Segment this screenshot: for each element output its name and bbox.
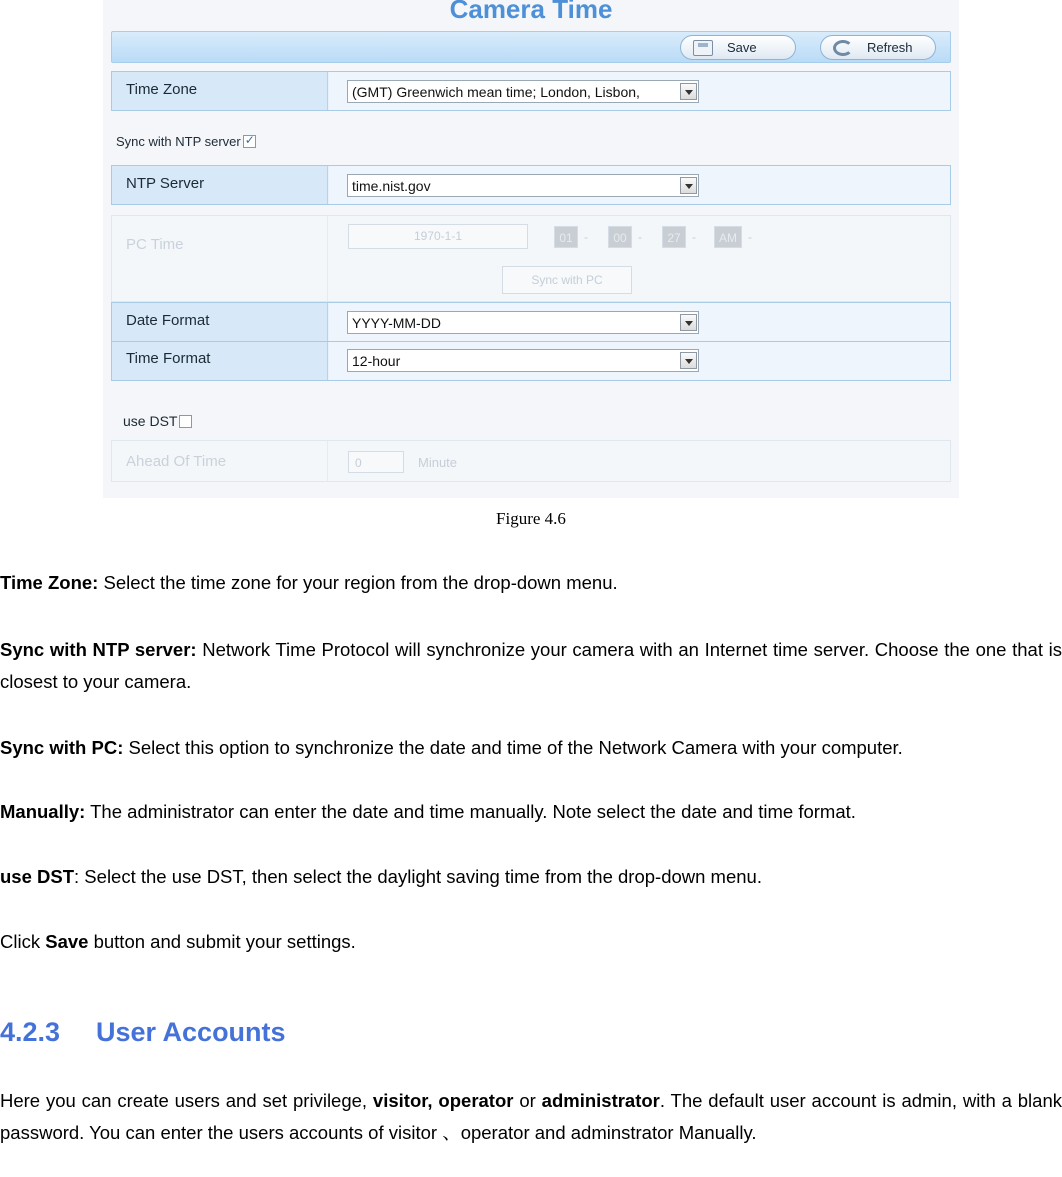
pc-minute-field[interactable]: 00 — [608, 226, 632, 248]
sync-ntp-label: Sync with NTP server — [116, 134, 241, 149]
paragraph-use-dst: use DST: Select the use DST, then select the daylight saving time from the drop-down menu. — [0, 866, 762, 887]
pc-second-field[interactable]: 27 — [662, 226, 686, 248]
ntp-server-select[interactable] — [347, 174, 699, 197]
paragraph-click-save: Click Save button and submit your settings. — [0, 931, 356, 952]
time-zone-select[interactable] — [347, 80, 699, 103]
pc-date-field[interactable]: 1970-1-1 — [348, 224, 528, 249]
pc-hour-field[interactable]: 01 — [554, 226, 578, 248]
section-heading — [0, 1017, 286, 1048]
time-format-row — [111, 342, 951, 381]
date-format-label: Date Format — [112, 303, 328, 341]
time-zone-value: (GMT) Greenwich mean time; London, Lisbon, — [352, 84, 640, 100]
sync-ntp-line — [116, 134, 256, 149]
chevron-down-icon[interactable] — [680, 177, 697, 194]
time-format-value: 12-hour — [352, 353, 401, 369]
camera-time-screenshot — [103, 0, 959, 498]
pc-time-row: PC Time 1970-1-1 01 - 00 - 27 - AM - Sync with PC — [111, 215, 951, 302]
refresh-label: Refresh — [867, 40, 913, 55]
pc-time-label: PC Time — [112, 216, 328, 301]
date-format-row — [111, 302, 951, 342]
use-dst-checkbox[interactable] — [179, 415, 192, 428]
use-dst-line — [123, 413, 192, 429]
pc-ampm-field[interactable]: AM — [714, 226, 742, 248]
date-format-value: YYYY-MM-DD — [352, 315, 441, 331]
ahead-of-time-select[interactable]: 0 — [348, 451, 404, 473]
ntp-server-label: NTP Server — [112, 166, 328, 204]
date-format-select[interactable] — [347, 311, 699, 334]
toolbar — [111, 31, 951, 63]
section-number: 4.2.3 — [0, 1017, 61, 1047]
ahead-of-time-unit: Minute — [418, 455, 458, 470]
ntp-server-row — [111, 165, 951, 205]
use-dst-label: use DST — [123, 413, 178, 429]
panel-title: Camera Time — [449, 0, 613, 24]
time-zone-row — [111, 71, 951, 111]
ntp-server-value: time.nist.gov — [352, 178, 431, 194]
sync-with-pc-button[interactable]: Sync with PC — [502, 266, 632, 294]
chevron-down-icon[interactable] — [680, 83, 697, 100]
section-title: User Accounts — [96, 1017, 286, 1047]
sync-ntp-checkbox[interactable] — [243, 135, 256, 148]
refresh-button[interactable] — [820, 35, 936, 60]
refresh-arrow-icon — [833, 40, 853, 56]
time-format-select[interactable] — [347, 349, 699, 372]
paragraph-sync-ntp: Sync with NTP server: Network Time Protocol will synchronize your camera with an Internet time server. Choose the one that is closest to your camera. — [0, 639, 1062, 692]
paragraph-sync-pc: Sync with PC: Select this option to synchronize the date and time of the Network Camera with your computer. — [0, 737, 903, 758]
ahead-of-time-row — [111, 440, 951, 482]
save-label: Save — [727, 40, 757, 55]
figure-caption: Figure 4.6 — [496, 509, 566, 528]
time-zone-label: Time Zone — [112, 72, 328, 110]
paragraph-user-accounts: Here you can create users and set privilege, visitor, operator or administrator. The default user account is admin, with a blank password. You can enter the users accounts of visitor 、operator and adminstrator Manually. — [0, 1090, 1062, 1143]
ahead-of-time-label: Ahead Of Time — [112, 441, 328, 481]
time-format-label: Time Format — [112, 342, 328, 380]
paragraph-time-zone: Time Zone: Select the time zone for your region from the drop-down menu. — [0, 572, 618, 593]
chevron-down-icon[interactable] — [680, 314, 697, 331]
floppy-disk-icon — [693, 40, 713, 56]
paragraph-manually: Manually: The administrator can enter the date and time manually. Note select the date and time format. — [0, 801, 856, 822]
save-button[interactable] — [680, 35, 796, 60]
chevron-down-icon[interactable] — [680, 352, 697, 369]
